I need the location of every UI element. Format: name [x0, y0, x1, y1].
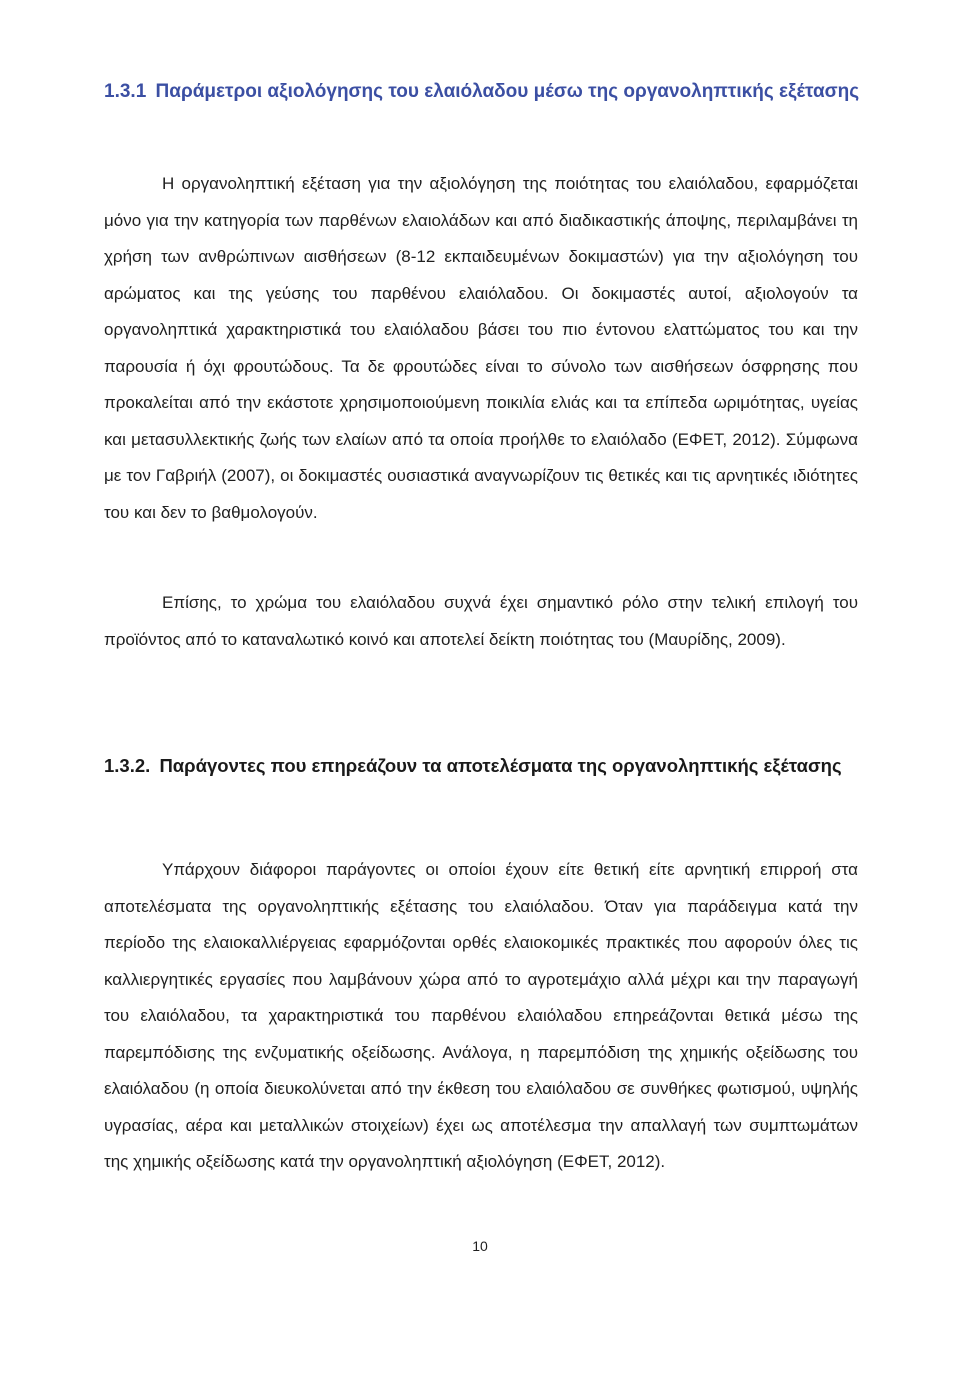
paragraph-factors [104, 852, 858, 1181]
section-number: 1.3.2. [104, 755, 151, 776]
section-number: 1.3.1 [104, 81, 147, 102]
page-number: 10 [472, 1238, 488, 1254]
paragraph-text: Επίσης, το χρώμα του ελαιόλαδου συχνά έχει σημαντικό ρόλο στην τελική επιλογή του προϊόντος από το καταναλωτικό κοινό και αποτελεί δείκτη ποιότητας του (Μαυρίδης, 2009). [104, 593, 858, 649]
section-title: Παράγοντες που επηρεάζουν τα αποτελέσματα της οργανοληπτικής εξέτασης [159, 755, 842, 776]
paragraph-sensory-evaluation [104, 166, 858, 531]
section-heading-1-3-2 [104, 750, 864, 782]
section-title: Παράμετροι αξιολόγησης του ελαιόλαδου μέσω της οργανοληπτικής εξέτασης [155, 81, 860, 102]
paragraph-colour [104, 585, 858, 658]
section-heading-1-3-1 [104, 76, 864, 108]
paragraph-text: Υπάρχουν διάφοροι παράγοντες οι οποίοι έχουν είτε θετική είτε αρνητική επιρροή στα αποτελέσματα της οργανοληπτικής εξέτασης του ελαιόλαδου. Όταν για παράδειγμα κατά την περίοδο της ελαιοκαλλιέργειας εφαρμόζονται ορθές ελαιοκομικές πρακτικές που αφορούν όλες τις καλλιεργητικές εργασίες που λαμβάνουν χώρα από το αγροτεμάχιο αλλά μέχρι και την παραγωγή του ελαιόλαδου, τα χαρακτηριστικά του παρθένου ελαιόλαδου επηρεάζονται θετικά μέσω της παρεμπόδισης της ενζυματικής οξείδωσης. Ανάλογα, η παρεμπόδιση της χημικής οξείδωσης του ελαιόλαδου (η οποία διευκολύνεται από την έκθεση του ελαιόλαδου σε συνθήκες φωτισμού, υψηλής υγρασίας, αέρα και μεταλλικών στοιχείων) έχει ως αποτέλεσμα την απαλλαγή των συμπτωμάτων της χημικής οξείδωσης κατά την οργανοληπτική αξιολόγηση (ΕΦΕΤ, 2012). [104, 860, 858, 1171]
paragraph-text: Η οργανοληπτική εξέταση για την αξιολόγηση της ποιότητας του ελαιόλαδου, εφαρμόζεται μόνο για την κατηγορία των παρθένων ελαιολάδων και από διαδικαστικής άποψης, περιλαμβάνει τη χρήση των ανθρώπινων αισθήσεων (8-12 εκπαιδευμένων δοκιμαστών) για την αξιολόγηση του αρώματος και της γεύσης του παρθένου ελαιόλαδου. Οι δοκιμαστές αυτοί, αξιολογούν τα οργανοληπτικά χαρακτηριστικά του ελαιόλαδου βάσει του πιο έντονου ελαττώματος του και την παρουσία ή όχι φρουτώδους. Τα δε φρουτώδες είναι το σύνολο των αισθήσεων όσφρησης που προκαλείται από την εκάστοτε χρησιμοποιούμενη ποικιλία ελιάς και τα επίπεδα ωριμότητας, υγείας και μετασυλλεκτικής ζωής των ελαίων από τα οποία προήλθε το ελαιόλαδο (ΕΦΕΤ, 2012). Σύμφωνα με τον Γαβριήλ (2007), οι δοκιμαστές ουσιαστικά αναγνωρίζουν τις θετικές και τις αρνητικές ιδιότητες του και δεν το βαθμολογούν. [104, 174, 858, 522]
